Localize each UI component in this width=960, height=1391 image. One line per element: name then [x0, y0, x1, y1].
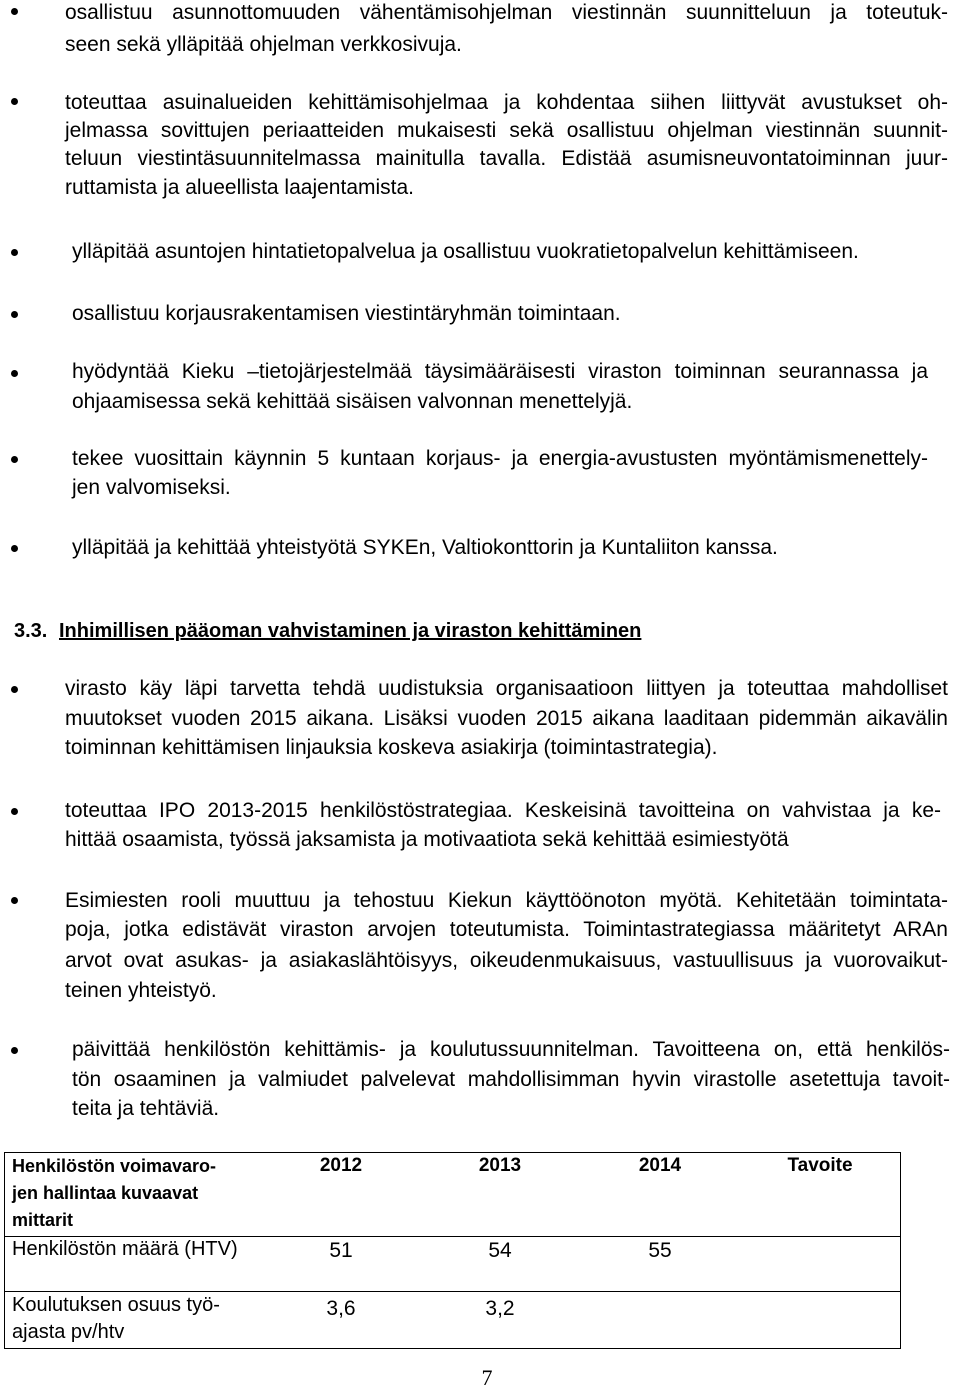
bullet-text-line: osallistuu asunnottomuuden vähentämisohjelman viestinnän suunnitteluun ja toteutuk- [65, 1, 948, 24]
bullet-icon [11, 686, 18, 693]
section-title: Inhimillisen pääoman vahvistaminen ja viraston kehittäminen [59, 620, 642, 642]
section-number: 3.3. [14, 620, 48, 642]
table-header-target: Tavoite [787, 1155, 853, 1176]
page-number: 7 [481, 1365, 493, 1390]
bullet-text-line: osallistuu korjausrakentamisen viestintäryhmän toimintaan. [72, 302, 621, 325]
table-row-label [12, 1236, 256, 1263]
bullet-text-line: teita ja tehtäviä. [72, 1097, 220, 1120]
bullet-text-line: toteuttaa asuinalueiden kehittämisohjelmaa ja kohdentaa siihen liittyvät avustukset oh- [65, 91, 948, 114]
bullet-text-line: toiminnan kehittämisen linjauksia koskeva asiakirja (toimintastrategia). [65, 736, 718, 759]
bullet-text-line: hittää osaamista, työssä jaksamista ja motivaatiota sekä kehittää esimiestyötä [65, 828, 789, 851]
bullet-icon [11, 98, 18, 105]
bullet-text-line: ylläpitää ja kehittää yhteistyötä SYKEn, Valtiokonttorin ja Kuntaliiton kanssa. [72, 536, 778, 559]
bullet-text-line: jelmassa sovittujen periaatteiden mukaisesti sekä osallistuu ohjelman viestinnän suunnit- [65, 119, 948, 142]
bullet-text-line: toteuttaa IPO 2013-2015 henkilöstöstrategiaa. Keskeisinä tavoitteina on vahvistaa ja ke- [65, 799, 941, 822]
table-header-year: 2014 [638, 1155, 682, 1176]
table-row-label [12, 1292, 256, 1346]
bullet-text-line: tekee vuosittain käynnin 5 kuntaan korjaus- ja energia-avustusten myöntämismenettely- [72, 447, 928, 470]
table-header-year: 2012 [319, 1155, 363, 1176]
table-cell: 51 [329, 1239, 353, 1262]
table-row-label-line: Henkilöstön määrä (HTV) [12, 1238, 238, 1260]
bullet-text-line: hyödyntää Kieku –tietojärjestelmää täysimääräisesti viraston toiminnan seurannassa ja [72, 360, 928, 383]
table-header-year: 2013 [478, 1155, 522, 1176]
bullet-text-line: jen valvomiseksi. [72, 476, 231, 499]
bullet-text-line: muutokset vuoden 2015 aikana. Lisäksi vuoden 2015 aikana laaditaan pidemmän aikavälin [65, 707, 948, 730]
table-header-label-line: jen hallintaa kuvaavat [12, 1183, 199, 1203]
bullet-text-line: ylläpitää asuntojen hintatietopalvelua ja osallistuu vuokratietopalvelun kehittämiseen. [72, 240, 859, 263]
bullet-text-line: seen sekä ylläpitää ohjelman verkkosivuja. [65, 33, 462, 56]
table-cell: 55 [648, 1239, 672, 1262]
bullet-icon [11, 897, 18, 904]
bullet-icon [11, 1047, 18, 1054]
table-cell: 3,2 [485, 1297, 515, 1320]
table-row-label-line: ajasta pv/htv [12, 1321, 125, 1343]
table-header-label-line: mittarit [12, 1210, 74, 1230]
bullet-icon [11, 808, 18, 815]
table-row-label-line: Koulutuksen osuus työ- [12, 1294, 220, 1316]
table-header-label-line: Henkilöstön voimavaro- [12, 1156, 217, 1176]
bullet-text-line: päivittää henkilöstön kehittämis- ja koulutussuunnitelman. Tavoitteena on, että henkilös- [72, 1038, 950, 1061]
bullet-icon [11, 8, 18, 15]
bullet-text-line: tön osaaminen ja valmiudet palvelevat mahdollisimman hyvin virastolle asetettuja tavoit- [72, 1068, 950, 1091]
bullet-text-line: poja, jotka edistävät viraston arvojen toteutumista. Toimintastrategiassa määritetyt ARAn [65, 918, 948, 941]
table-header-label [12, 1153, 252, 1234]
table-cell: 54 [488, 1239, 512, 1262]
table-cell: 3,6 [326, 1297, 356, 1320]
bullet-icon [11, 311, 18, 318]
bullet-text-line: teinen yhteistyö. [65, 979, 217, 1002]
bullet-text-line: teluun viestintäsuunnitelmassa mainitulla tavalla. Edistää asumisneuvontatoiminnan juur- [65, 147, 948, 170]
bullet-icon [11, 456, 18, 463]
bullet-icon [11, 249, 18, 256]
bullet-icon [11, 545, 18, 552]
bullet-text-line: arvot ovat asukas- ja asiakaslähtöisyys, oikeudenmukaisuus, vastuullisuus ja vuorovaikut- [65, 949, 948, 972]
bullet-icon [11, 370, 18, 377]
bullet-text-line: virasto käy läpi tarvetta tehdä uudistuksia organisaatioon liittyen ja toteuttaa mahdolliset [65, 677, 948, 700]
bullet-text-line: Esimiesten rooli muuttuu ja tehostuu Kiekun käyttöönoton myötä. Kehitetään toimintata- [65, 889, 948, 912]
bullet-text-line: ruttamista ja alueellista laajentamista. [65, 176, 415, 199]
bullet-text-line: ohjaamisessa sekä kehittää sisäisen valvonnan menettelyjä. [72, 390, 633, 413]
